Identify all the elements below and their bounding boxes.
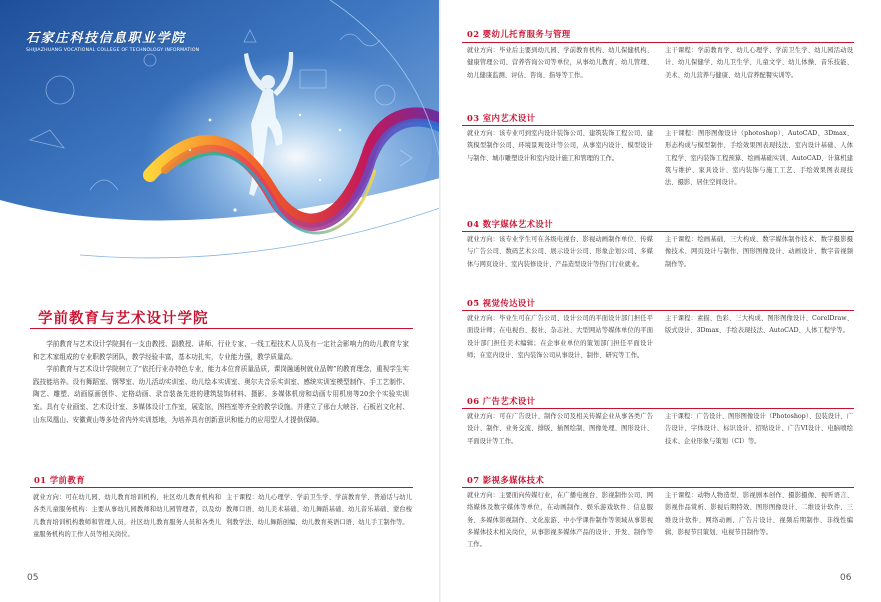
section-title-digital-media: 04 数字媒体艺术设计 xyxy=(467,219,553,229)
section-divider xyxy=(462,231,854,232)
section-divider xyxy=(462,487,854,488)
intro-paragraph-1: 学前教育与艺术设计学院拥有一支由教授、副教授、讲师、行业专家、一线工程技术人员及有一定社会影响力的幼儿教育专家和艺术家组成的专业职教学团队，教学经验丰富，基本功扎实，专业能力强，教学质量高。 xyxy=(33,340,409,361)
section-title-childcare: 02 婴幼儿托育服务与管理 xyxy=(467,29,571,39)
section-divider xyxy=(30,487,413,488)
courses-text: 主干课程：动物人物造型、影视剧本创作、摄影摄像、视听语言、影视作品赏析、影视后期特效、图形图像设计、二维设计软件、三维设计软件、网络动画、广告片设计、视频后期制作、非线性编辑、影视节目策划、电视节目制作等。 xyxy=(665,492,853,536)
logo-english-name: SHIJIAZHUANG VOCATIONAL COLLEGE OF TECHNOLOGY INFORMATION xyxy=(26,48,200,53)
page-number: 06 xyxy=(840,573,852,583)
employment-text: 就业方向：毕业后主要到幼儿园、学前教育机构、幼儿保健机构、健康管理公司、营养咨询公司等单位，从事幼儿教育、幼儿管理、幼儿健康监测、评估、咨询、指导等工作。 xyxy=(467,47,653,79)
college-title: 学前教育与艺术设计学院 xyxy=(38,310,209,327)
hero-artwork xyxy=(0,0,440,270)
employment-text: 就业方向：毕业生可在广告公司、设计公司的平面设计部门担任平面设计师；在电视台、报社、杂志社、大型网站等媒体单位的平面设计部门担任美术编辑；在企事业单位的策划部门担任平面设计师；在室内设计、室内装饰公司从事设计、制作、研究等工作。 xyxy=(467,315,653,359)
section-divider xyxy=(462,408,854,409)
courses-text: 主干课程：幼儿心理学、学前卫生学、学前教育学、普通话与幼儿教师口语、幼儿美术基础、幼儿舞蹈基础、幼儿音乐基础、蒙台梭利教学法、幼儿舞蹈创编、幼儿教育英语口语、幼儿手工制作等。 xyxy=(226,494,412,526)
page-number: 05 xyxy=(27,573,39,583)
college-introduction xyxy=(33,338,409,426)
courses-text: 主干课程：广告设计、图形图像设计（Photoshop）、包装设计、广告设计、字体设计、标识设计、招贴设计、广告VI设计、电脑喷绘技术、企业形象与策划（CI）等。 xyxy=(665,413,853,445)
employment-text: 就业方向：该专业可到室内设计装饰公司、建筑装饰工程公司、建筑模型制作公司、环境景观设计等公司，从事室内设计、模型设计与制作、城市雕塑设计和室内设计施工和管理的工作。 xyxy=(467,130,653,162)
section-title-film-multimedia: 07 影视多媒体技术 xyxy=(467,475,545,485)
logo-chinese-name: 石家庄科技信息职业学院 xyxy=(26,31,186,46)
section-title-advertising: 06 广告艺术设计 xyxy=(467,396,536,406)
courses-text: 主干课程：素描、色彩、三大构成、图形图像设计、CorelDraw、版式设计、3Dmax、手绘表现技法、AutoCAD、人体工程学等。 xyxy=(665,315,853,335)
courses-text: 主干课程：绘画基础、三大构成、数字媒体制作技术、数字摄影摄像技术、网页设计与制作、图形图像设计、动画设计、数字音视频制作等。 xyxy=(665,236,853,268)
courses-text: 主干课程：图形图像设计（photoshop）、AutoCAD、3Dmax、形态构成与模型制作、手绘效果图表现技法、室内设计基础、人体工程学、室内装饰工程预算、绘画基础实训、AutoCAD、计算机建筑与维护、家具设计、室内装饰与施工工艺、手绘效果图表现技法、摄影、居住空间设计。 xyxy=(665,130,853,187)
section-title-visual-communication: 05 视觉传达设计 xyxy=(467,298,536,308)
section-divider xyxy=(462,125,854,126)
employment-text: 就业方向：主要面向传媒行业，在广播电视台、影视制作公司、网络媒体及数字媒体等单位，在动画制作、娱乐游戏软件、信息服务、多媒体影视制作、文化旅游、中小学课件制作等领域从事影视多媒体技术相关岗位，从事影视多媒体产品的设计、开发、制作等工作。 xyxy=(467,492,653,549)
section-divider xyxy=(462,42,854,43)
title-divider xyxy=(30,328,413,329)
section-divider xyxy=(462,310,854,311)
courses-text: 主干课程：学前教育学、幼儿心理学、学前卫生学、幼儿园活动设计、幼儿保健学、幼儿卫生学、儿童文学、幼儿体操、音乐技能、美术、幼儿营养与健康、幼儿营养配餐实训等。 xyxy=(665,47,853,79)
left-page xyxy=(0,0,440,602)
employment-text: 就业方向：该专业学生可在各级电视台、影视动画制作单位、传媒与广告公司、数码艺术公司、展示设计公司、形象企划公司、多媒体与网页设计、室内装修设计、产品造型设计等热门行业就业。 xyxy=(467,236,653,268)
college-logo xyxy=(26,27,199,53)
employment-text: 就业方向：可在广告设计、制作公司及相关传媒企业从事各类广告设计、制作、业务交流、排版、插图绘制、图像处理、图形设计、平面设计等工作。 xyxy=(467,413,653,445)
employment-text: 就业方向：可在幼儿园、幼儿教育培训机构、社区幼儿教育机构和各类儿童服务机构：主要从事幼儿园教师和幼儿园管理者，以及幼儿教育培训机构教师和管理人员，社区幼儿教育服务人员和各类儿童服务机构的工作人员等相关岗位。 xyxy=(33,494,221,538)
section-title-interior-design: 03 室内艺术设计 xyxy=(467,113,536,123)
section-title-preschool: 01 学前教育 xyxy=(34,475,85,485)
right-page xyxy=(441,0,881,602)
intro-paragraph-2: 学前教育与艺术设计学院树立了“依托行业办特色专业，能力本位育质量品质，课岗融通树就业品牌”的教育理念，重视学生实践技能培养。设有舞蹈室、钢琴室、幼儿活动实训室、幼儿绘本实训室、奥尔夫音乐实训室、感统实训室模型制作、手工艺制作、陶艺、雕塑、动画原画创作、定格动画、录音装备先进的建筑装饰材料、摄影、多媒体机房和动画专用机房等20余个实验实训室。具有专业画室、艺术设计室、多媒体设计工作室，展览馆，图档室等齐全的教学设施。并建立了邢台大峡谷、石板岩文化村、山东凤凰山、安徽黄山等多处省内外实训基地，为培养具有创新意识和能力的应用型人才提供保障。 xyxy=(33,365,409,424)
